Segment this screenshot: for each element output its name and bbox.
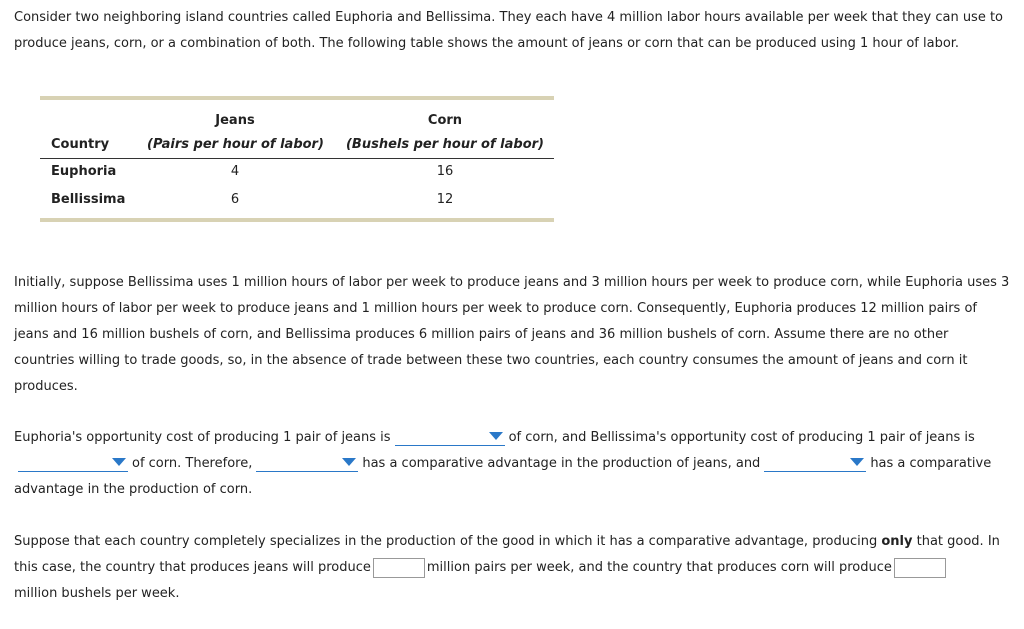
emphasis-only: only (881, 534, 913, 549)
opp-text-3: of corn. Therefore, (132, 456, 253, 471)
opp-text-5: has a comparative advantage in the production of corn. (14, 456, 992, 497)
row-country: Bellissima (51, 192, 126, 207)
initial-paragraph: Initially, suppose Bellissima uses 1 million hours of labor per week to produce jeans and 3 million hours per week to produce corn, while Euphoria uses 3 million hours of labor per week to produce jeans and 1 million hours per week to produce corn. Consequently, Euphoria produces 12 million pairs of jeans and 16 million bushels of corn, and Bellissima produces 6 million pairs of jeans and 36 million bushels of corn. Assume there are no other countries willing to trade goods, so, in the absence of trade between these two countries, each country consumes the amount of jeans and corn it produces. (14, 275, 1010, 394)
header-corn-unit: (Bushels per hour of labor) (345, 137, 544, 152)
special-text-2: that good. In this case, the country that produces jeans will produce (14, 534, 1000, 575)
row-jeans-value: 6 (230, 192, 240, 207)
chevron-down-icon (850, 458, 864, 466)
opp-text-4: has a comparative advantage in the production of jeans, and (362, 456, 761, 471)
jeans-quantity-input[interactable] (373, 558, 425, 578)
bellissima-opp-cost-dropdown[interactable] (18, 455, 128, 472)
corn-advantage-dropdown[interactable] (764, 455, 866, 472)
row-jeans-value: 4 (230, 164, 240, 179)
header-corn: Corn (427, 113, 463, 128)
header-jeans-unit: (Pairs per hour of labor) (147, 137, 324, 152)
chevron-down-icon (342, 458, 356, 466)
special-text-4: million bushels per week. (14, 586, 180, 601)
row-country: Euphoria (51, 164, 117, 179)
opportunity-cost-question (14, 425, 1010, 503)
corn-quantity-input[interactable] (894, 558, 946, 578)
jeans-advantage-dropdown[interactable] (256, 455, 358, 472)
chevron-down-icon (489, 432, 503, 440)
intro-paragraph: Consider two neighboring island countries called Euphoria and Bellissima. They each have 4 million labor hours available per week that they can use to produce jeans, corn, or a combination of both. The following table shows the amount of jeans or corn that can be produced using 1 hour of labor. (14, 10, 1004, 51)
specialization-question (14, 529, 1010, 607)
special-text-1: Suppose that each country completely specializes in the production of the good in which it has a comparative advantage, producing (14, 534, 878, 549)
opp-text-1: Euphoria's opportunity cost of producing 1 pair of jeans is (14, 430, 391, 445)
opp-text-2: of corn, and Bellissima's opportunity cost of producing 1 pair of jeans is (508, 430, 975, 445)
row-corn-value: 12 (436, 192, 454, 207)
special-text-3: million pairs per week, and the country that produces corn will produce (426, 560, 892, 575)
row-corn-value: 16 (436, 164, 454, 179)
header-divider (40, 158, 554, 159)
euphoria-opp-cost-dropdown[interactable] (395, 429, 505, 446)
production-table (40, 96, 554, 222)
chevron-down-icon (112, 458, 126, 466)
header-jeans: Jeans (215, 113, 255, 128)
header-country: Country (51, 137, 110, 152)
